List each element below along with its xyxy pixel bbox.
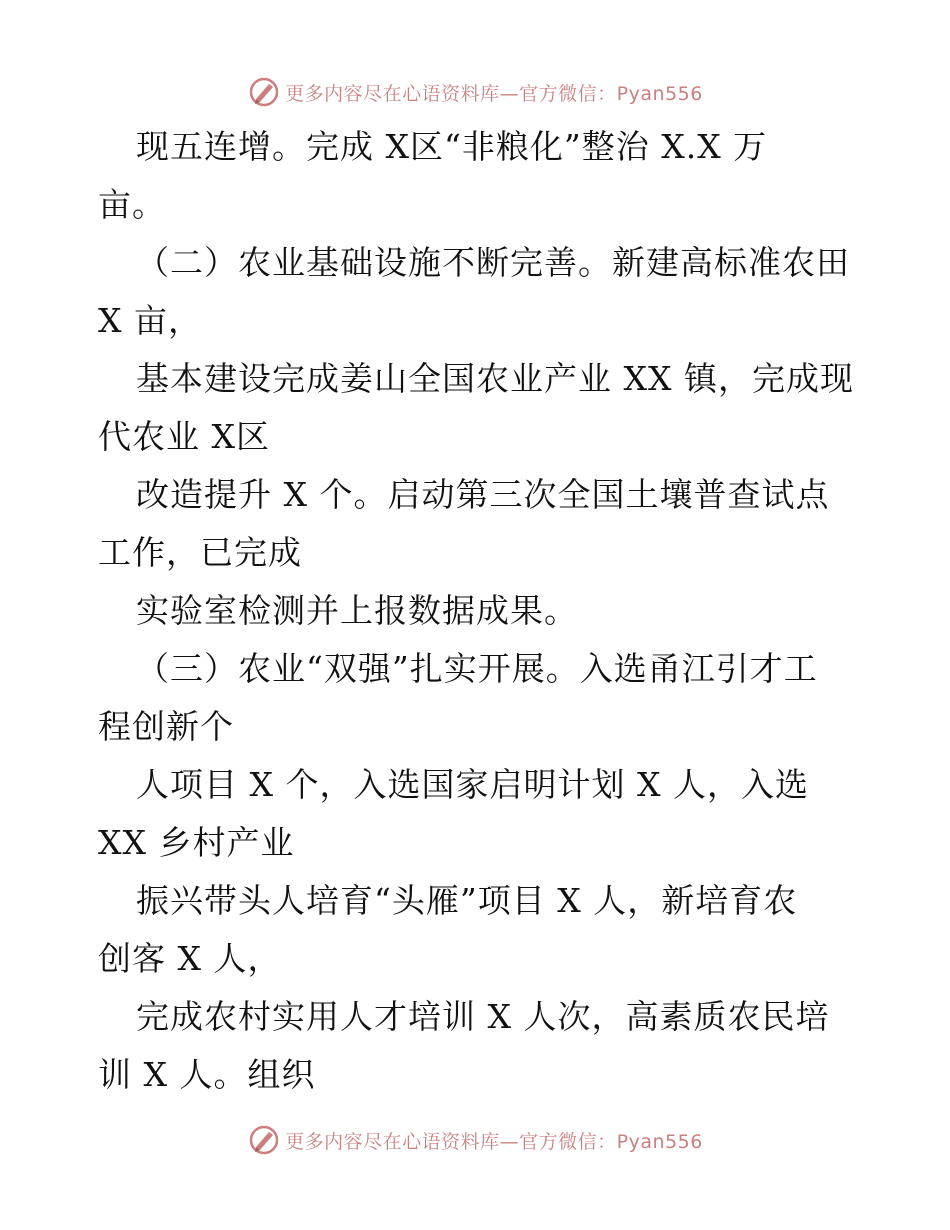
text-line: X 亩， bbox=[98, 301, 202, 340]
text-line: 完成农村实用人才培训 X 人次，高素质农民培 bbox=[136, 997, 830, 1036]
text-line: 代农业 X区 bbox=[98, 417, 270, 456]
text-line: 现五连增。完成 X区“非粮化”整治 X.X 万 bbox=[136, 127, 768, 166]
text-line: 训 X 人。组织 bbox=[98, 1055, 316, 1094]
pen-seal-logo-icon bbox=[247, 1123, 281, 1157]
watermark-text: 更多内容尽在心语资料库—官方微信：Pyan556 bbox=[285, 82, 703, 105]
text-line: 改造提升 X 个。启动第三次全国土壤普查试点 bbox=[136, 475, 830, 514]
text-line: 人项目 X 个，入选国家启明计划 X 人，入选 bbox=[136, 765, 809, 804]
text-line: （三）农业“双强”扎实开展。入选甬江引才工 bbox=[136, 649, 818, 688]
text-line: 基本建设完成姜山全国农业产业 XX 镇，完成现 bbox=[136, 359, 854, 398]
text-line: 工作，已完成 bbox=[98, 533, 302, 572]
header-watermark bbox=[0, 72, 950, 112]
text-line: 程创新个 bbox=[98, 707, 234, 746]
text-line: 创客 X 人， bbox=[98, 939, 282, 978]
footer-watermark bbox=[0, 1120, 950, 1160]
text-line: 实验室检测并上报数据成果。 bbox=[136, 591, 578, 630]
text-line: 亩。 bbox=[98, 185, 166, 224]
watermark-text: 更多内容尽在心语资料库—官方微信：Pyan556 bbox=[285, 1130, 703, 1153]
pen-seal-logo-icon bbox=[247, 75, 281, 109]
text-line: （二）农业基础设施不断完善。新建高标准农田 bbox=[136, 243, 850, 282]
document-body bbox=[98, 118, 858, 1104]
text-line: XX 乡村产业 bbox=[98, 823, 295, 862]
text-line: 振兴带头人培育“头雁”项目 X 人，新培育农 bbox=[136, 881, 798, 920]
